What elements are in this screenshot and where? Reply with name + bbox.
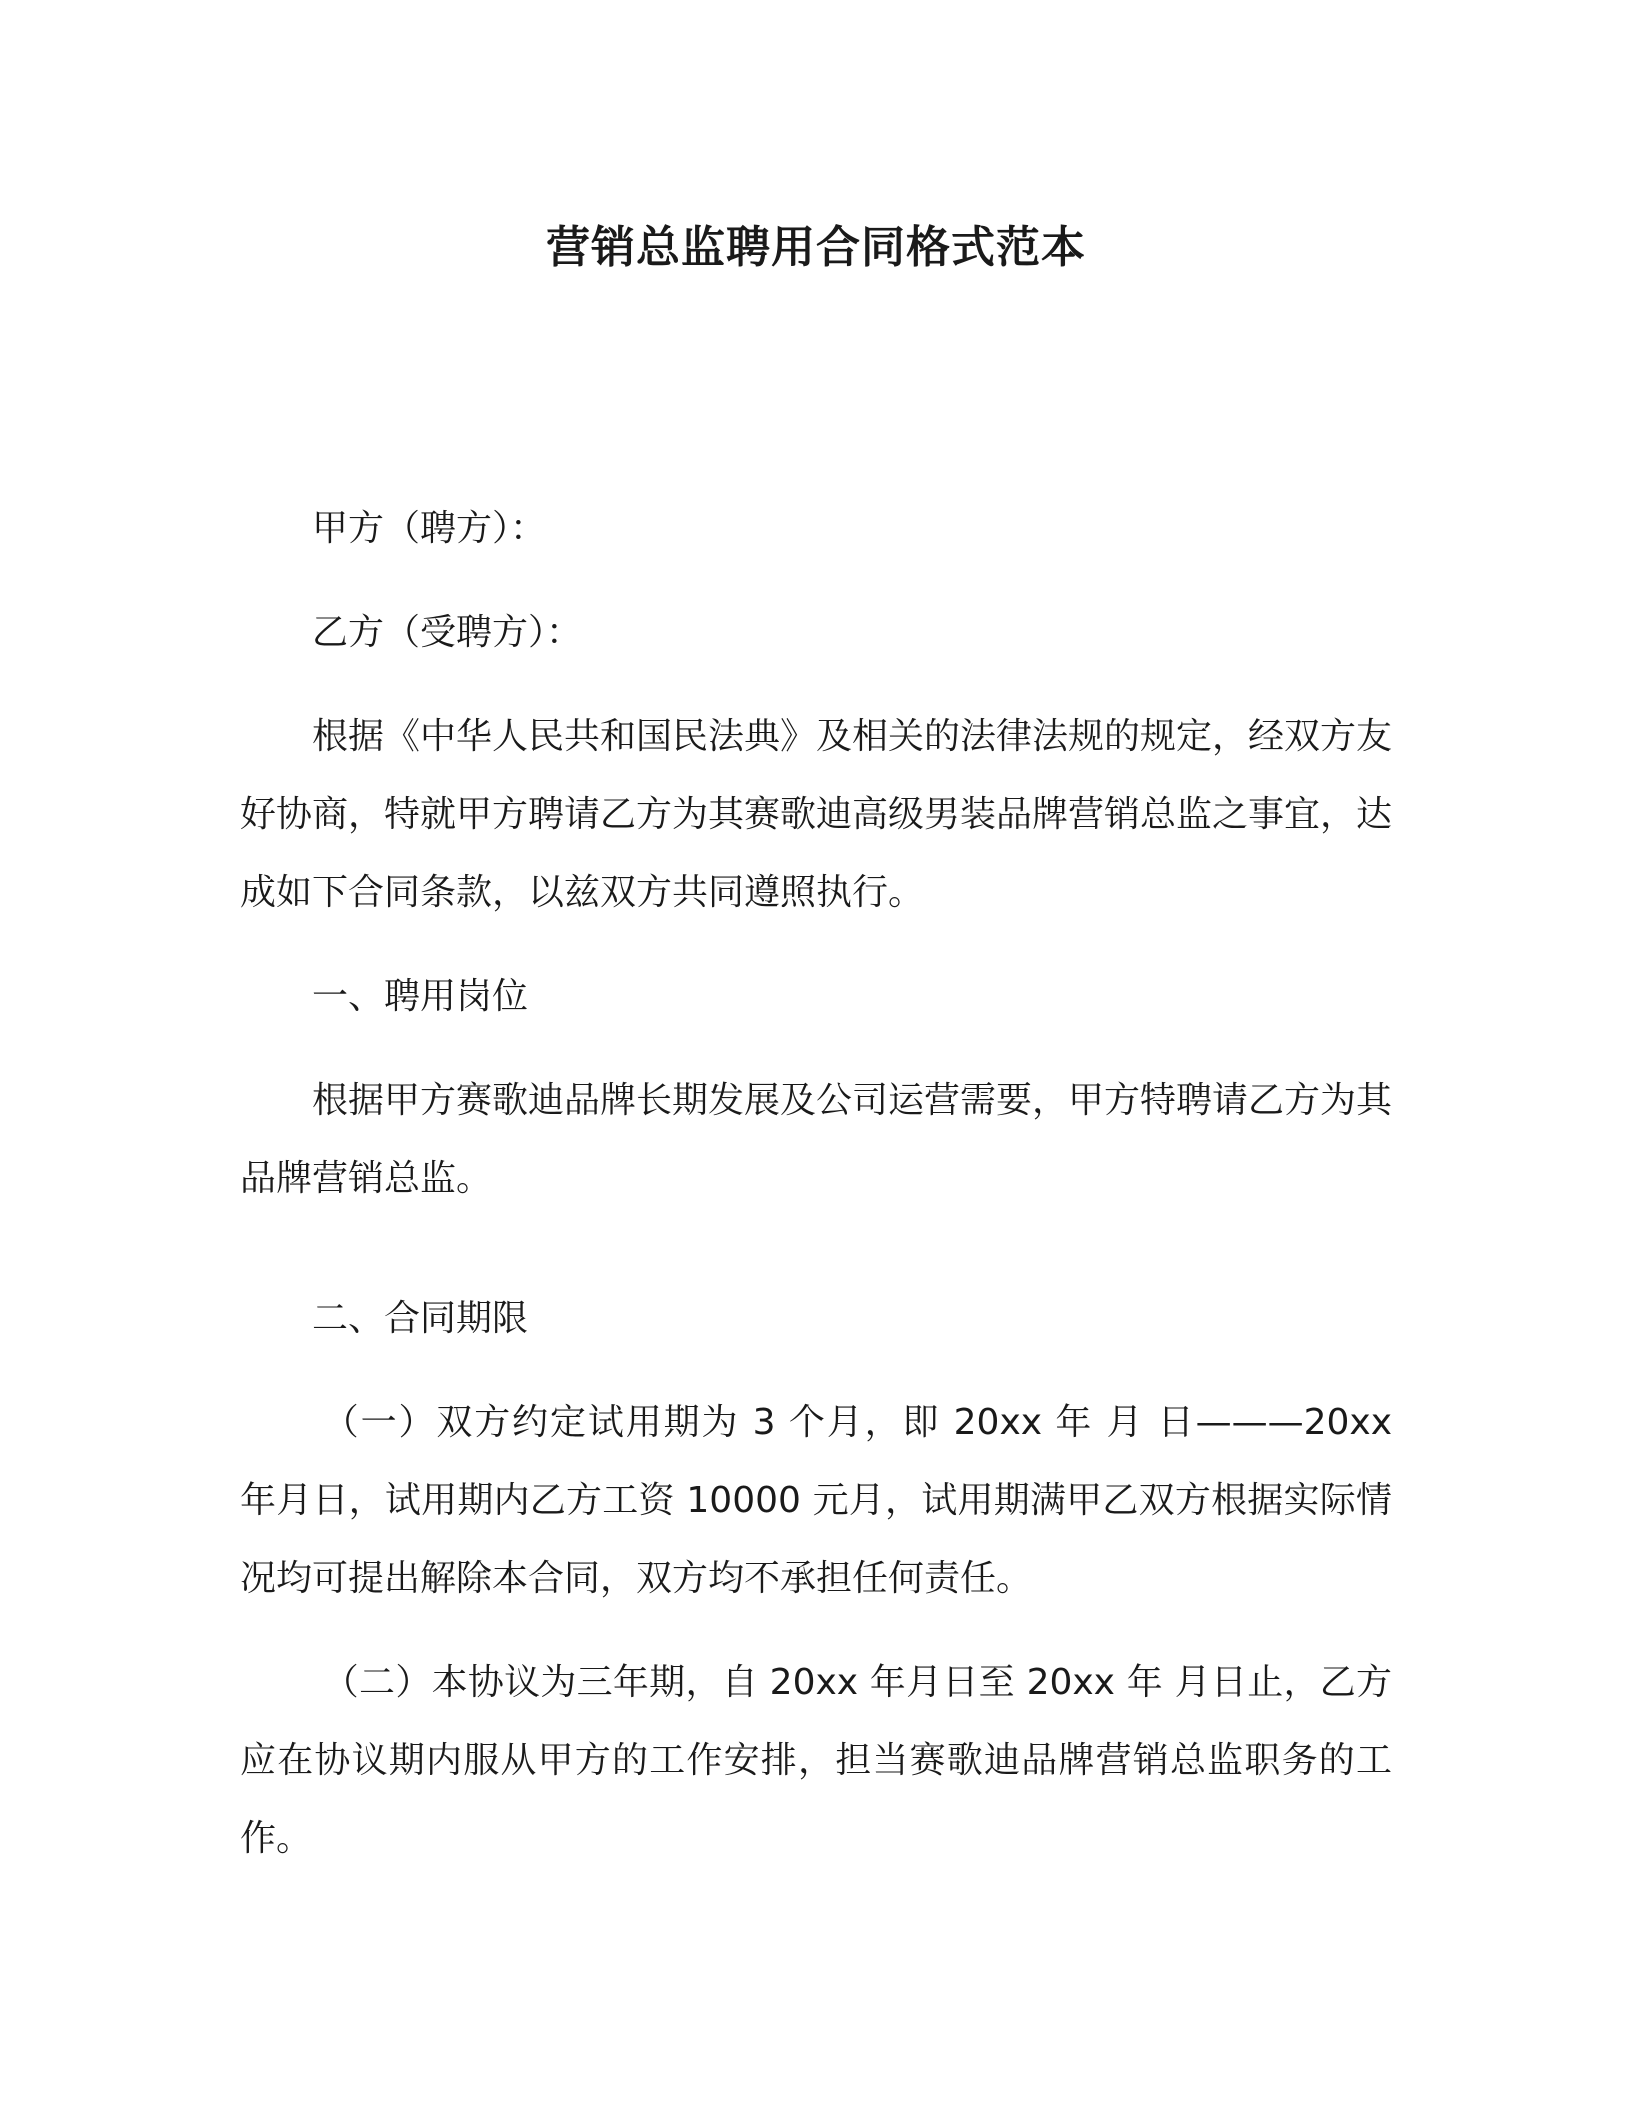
section-1-paragraph: 根据甲方赛歌迪品牌长期发展及公司运营需要，甲方特聘请乙方为其品牌营销总监。 (240, 1080, 1393, 1199)
party-a-line: 甲方（聘方）： (312, 508, 547, 549)
section-2-item-1: （一）双方约定试用期为 3 个月，即 20xx 年 月 日———20xx 年月日，试用期内乙方工资 10000 元月，试用期满甲乙双方根据实际情况均可提出解除本合同，双方均不承担任何责任。 (240, 1402, 1392, 1599)
section-1-heading: 一、聘用岗位 (312, 976, 529, 1017)
intro-paragraph: 根据《中华人民共和国民法典》及相关的法律法规的规定，经双方友好协商，特就甲方聘请乙方为其赛歌迪高级男装品牌营销总监之事宜，达成如下合同条款，以兹双方共同遵照执行。 (240, 716, 1393, 913)
document-body (240, 490, 1392, 1904)
document-title: 营销总监聘用合同格式范本 (546, 222, 1086, 273)
section-2-item-2: （二）本协议为三年期，自 20xx 年月日至 20xx 年 月日止，乙方应在协议期内服从甲方的工作安排，担当赛歌迪品牌营销总监职务的工作。 (240, 1662, 1392, 1859)
party-b-line: 乙方（受聘方）： (312, 612, 583, 653)
section-2-heading: 二、合同期限 (312, 1298, 529, 1339)
